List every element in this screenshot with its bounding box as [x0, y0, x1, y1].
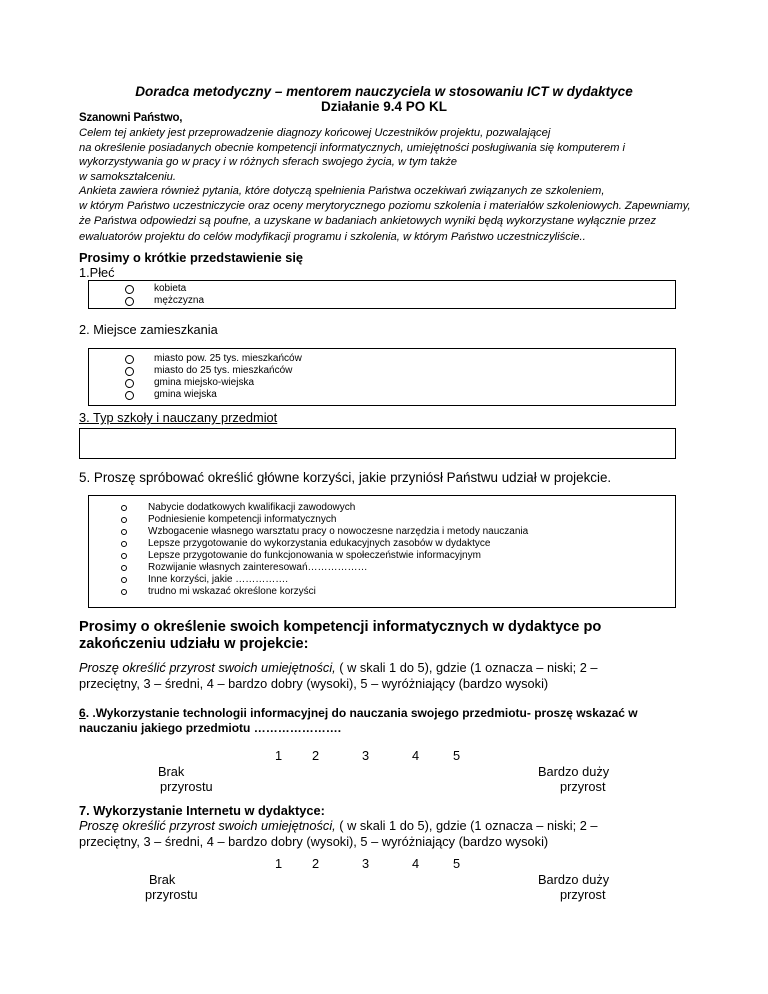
scale-explanation: Proszę określić przyrost swoich umiejętności, ( w skali 1 do 5), gdzie (1 oznacza – niski; 2 – przeciętny, 3 – średni, 4 – bardzo dobry (wysoki), 5 – wyróżniający (bardzo wysoki)	[79, 660, 598, 691]
question-1-label: 1.Płeć	[79, 265, 115, 280]
q7-scale-3[interactable]: 3	[362, 856, 370, 871]
intro-line: Ankieta zawiera również pytania, które dotyczą spełnienia Państwa oczekiwań związanych ze szkoleniem,	[79, 185, 605, 198]
radio-icon[interactable]	[125, 391, 134, 400]
radio-icon[interactable]	[125, 285, 134, 294]
circle-bullet-icon[interactable]	[121, 553, 127, 559]
question-5-label: 5. Proszę spróbować określić główne korzyści, jakie przyniósł Państwu udział w projekcie.	[79, 470, 612, 485]
question-6-label: 6. .Wykorzystanie technologii informacyjnej do nauczania swojego przedmiotu- proszę wskazać w nauczaniu jakiego przedmiotu ………………….	[79, 706, 638, 735]
question-1-box: kobieta mężczyzna	[88, 280, 676, 309]
scale-1[interactable]: 1	[275, 748, 283, 763]
question-3-answer-field[interactable]	[79, 428, 676, 459]
question-5-box: Nabycie dodatkowych kwalifikacji zawodowych Podniesienie kompetencji informatycznych Wzbogacenie własnego warsztatu pracy o nowoczesne narzędzia i metody nauczania Lepsze przygotowanie do wykorzystania edukacyjnych zasobów w dydaktyce Lepsze przygotowanie do funkcjonowania w społeczeństwie informacyjnym Rozwijanie własnych zainteresowań……………… Inne korzyści, jakie ……………. trudno mi wskazać określone korzyści	[88, 495, 676, 608]
question-7-label: 7. Wykorzystanie Internetu w dydaktyce:	[79, 803, 325, 818]
radio-icon[interactable]	[125, 379, 134, 388]
q7-scale-4[interactable]: 4	[412, 856, 420, 871]
greeting: Szanowni Państwo,	[79, 112, 183, 124]
intro-line: wykorzystywania go w pracy i w różnych sferach swojego życia, w tym także	[79, 156, 458, 169]
circle-bullet-icon[interactable]	[121, 565, 127, 571]
intro-line: że Państwa odpowiedzi są poufne, a uzyskane w badaniach ankietowych wyniki będą wykorzystane wyłącznie przez	[79, 214, 657, 227]
circle-bullet-icon[interactable]	[121, 505, 127, 511]
q7-scale-low-label: Brak przyrostu	[145, 872, 198, 902]
scale-5[interactable]: 5	[453, 748, 461, 763]
radio-icon[interactable]	[125, 355, 134, 364]
radio-icon[interactable]	[125, 297, 134, 306]
document-subtitle: Działanie 9.4 PO KL	[320, 99, 448, 114]
q7-scale-1[interactable]: 1	[275, 856, 283, 871]
circle-bullet-icon[interactable]	[121, 589, 127, 595]
q7-scale-high-label: Bardzo duży przyrost	[538, 872, 610, 902]
intro-line: na określenie posiadanych obecnie kompetencji informatycznych, umiejętności posługiwania się komputerem i	[79, 141, 625, 154]
section-heading-intro: Prosimy o krótkie przedstawienie się	[79, 250, 304, 265]
intro-line: w którym Państwo uczestniczycie oraz oceny merytorycznego poziomu szkolenia i materiałów szkoleniowych. Zapewniamy,	[79, 199, 691, 212]
scale-2[interactable]: 2	[312, 748, 320, 763]
scale-3[interactable]: 3	[362, 748, 370, 763]
q7-scale-5[interactable]: 5	[453, 856, 461, 871]
circle-bullet-icon[interactable]	[121, 541, 127, 547]
intro-line: w samokształceniu.	[79, 170, 176, 183]
circle-bullet-icon[interactable]	[121, 529, 127, 535]
intro-paragraph	[79, 126, 699, 245]
intro-line: Celem tej ankiety jest przeprowadzenie diagnozy końcowej Uczestników projektu, pozwalającej	[79, 127, 551, 139]
scale-high-label: Bardzo duży przyrost	[538, 764, 610, 794]
scale-4[interactable]: 4	[412, 748, 420, 763]
question-3-label: 3. Typ szkoły i nauczany przedmiot	[79, 410, 278, 425]
scale-explanation-q7: Proszę określić przyrost swoich umiejętności, ( w skali 1 do 5), gdzie (1 oznacza – niski; 2 – przeciętny, 3 – średni, 4 – bardzo dobry (wysoki), 5 – wyróżniający (bardzo wysoki)	[79, 818, 598, 849]
question-2-box: miasto pow. 25 tys. mieszkańców miasto do 25 tys. mieszkańców gmina miejsko-wiejska gmina wiejska	[88, 348, 676, 406]
radio-icon[interactable]	[125, 367, 134, 376]
circle-bullet-icon[interactable]	[121, 577, 127, 583]
circle-bullet-icon[interactable]	[121, 517, 127, 523]
q7-scale-2[interactable]: 2	[312, 856, 320, 871]
scale-low-label: Brak przyrostu	[158, 764, 213, 794]
intro-line: ewaluatorów projektu do celów modyfikacji programu i szkolenia, w którym Państwo uczestniczyliście..	[79, 231, 586, 244]
document-title: Doradca metodyczny – mentorem nauczyciela w stosowaniu ICT w dydaktyce	[135, 84, 633, 99]
section-heading-competence: Prosimy o określenie swoich kompetencji informatycznych w dydaktyce po zakończeniu udziału w projekcie:	[79, 619, 602, 652]
question-2-label: 2. Miejsce zamieszkania	[79, 322, 218, 337]
